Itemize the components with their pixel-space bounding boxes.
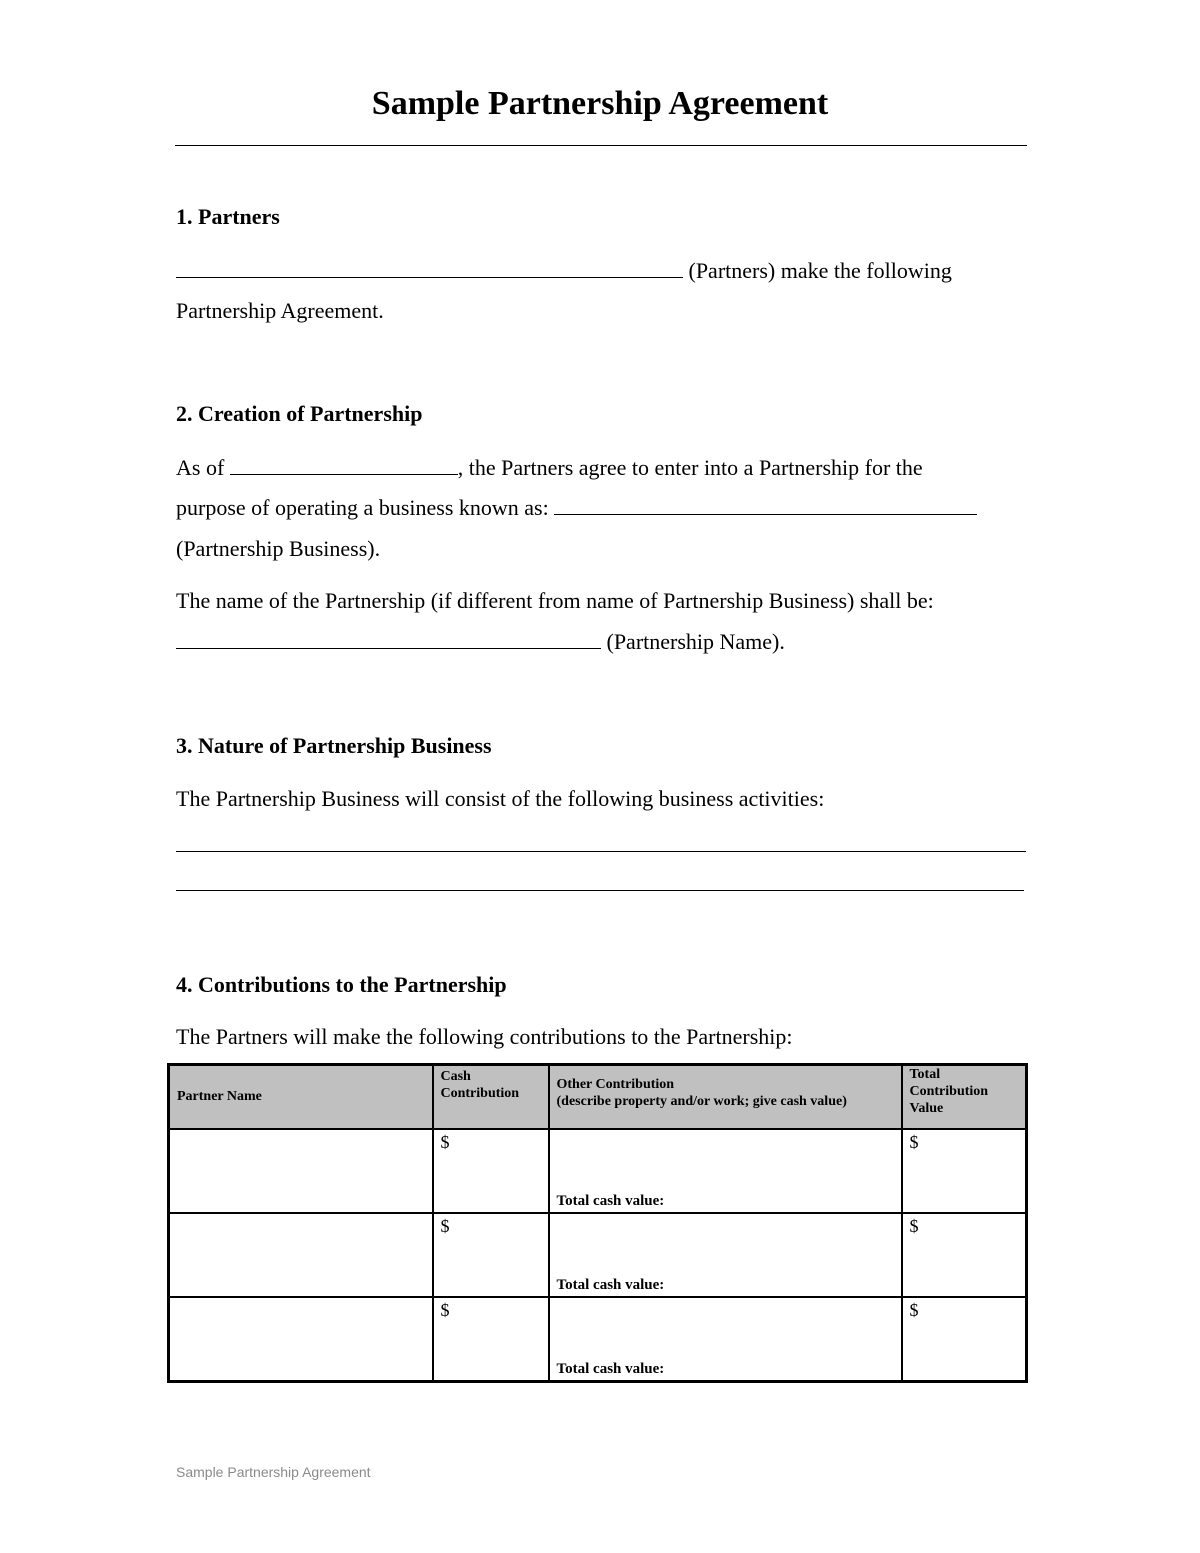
document-title: Sample Partnership Agreement (371, 85, 829, 122)
partnership-name-suffix: (Partnership Name). (601, 629, 785, 654)
partners-suffix: (Partners) make the following (683, 258, 952, 283)
table-header-row (169, 1065, 1027, 1130)
section-2-line-2 (176, 494, 977, 522)
header-other-line-2: (describe property and/or work; give cash value) (556, 1094, 847, 1109)
header-cash-contribution (433, 1065, 549, 1130)
as-of-suffix: , the Partners agree to enter into a Partnership for the (457, 455, 923, 480)
section-4-text: The Partners will make the following contributions to the Partnership: (176, 1024, 793, 1049)
partnership-name-blank[interactable] (176, 628, 601, 649)
partners-blank[interactable] (176, 257, 683, 278)
page-footer: Sample Partnership Agreement (176, 1464, 371, 1480)
header-other-contribution (549, 1065, 902, 1130)
section-2-heading: 2. Creation of Partnership (176, 401, 423, 426)
table-row (169, 1129, 1027, 1213)
header-cash-line-2: Contribution (440, 1086, 520, 1101)
header-total-line-3: Value (909, 1101, 944, 1116)
business-known-as-prefix: purpose of operating a business known as: (176, 495, 555, 520)
total-contribution-cell[interactable]: $ (902, 1213, 1027, 1297)
partner-name-cell[interactable] (169, 1129, 433, 1213)
section-2-line-1 (176, 454, 923, 482)
total-contribution-cell[interactable]: $ (902, 1129, 1027, 1213)
title-divider (175, 145, 1027, 146)
other-contribution-cell[interactable] (549, 1213, 902, 1297)
section-4-heading: 4. Contributions to the Partnership (176, 972, 507, 997)
header-cash-line-1: Cash (440, 1069, 471, 1084)
section-1-line-1 (176, 257, 952, 285)
other-contribution-cell[interactable] (549, 1297, 902, 1382)
cash-contribution-cell[interactable]: $ (433, 1297, 549, 1382)
business-activities-line-2[interactable] (176, 890, 1024, 891)
section-3-text: The Partnership Business will consist of the following business activities: (176, 786, 825, 811)
table-row (169, 1297, 1027, 1382)
total-cash-value-label: Total cash value: (556, 1361, 665, 1377)
total-cash-value-label: Total cash value: (556, 1193, 665, 1209)
header-partner-name: Partner Name (169, 1065, 433, 1130)
header-other-line-1: Other Contribution (556, 1077, 675, 1092)
section-1-heading: 1. Partners (176, 204, 280, 229)
header-total-contribution-value (902, 1065, 1027, 1130)
section-2-line-4: The name of the Partnership (if different from name of Partnership Business) shall be: (176, 588, 934, 613)
header-total-line-1: Total (909, 1067, 941, 1082)
section-1-line-2: Partnership Agreement. (176, 298, 384, 323)
partner-name-cell[interactable] (169, 1297, 433, 1382)
total-cash-value-label: Total cash value: (556, 1277, 665, 1293)
section-2-line-3: (Partnership Business). (176, 536, 381, 561)
table-row (169, 1213, 1027, 1297)
cash-contribution-cell[interactable]: $ (433, 1129, 549, 1213)
business-activities-line-1[interactable] (176, 851, 1026, 852)
date-blank[interactable] (230, 454, 458, 475)
section-2-line-5 (176, 628, 785, 656)
business-name-blank[interactable] (554, 494, 977, 515)
total-contribution-cell[interactable]: $ (902, 1297, 1027, 1382)
partner-name-cell[interactable] (169, 1213, 433, 1297)
as-of-prefix: As of (176, 455, 230, 480)
other-contribution-cell[interactable] (549, 1129, 902, 1213)
cash-contribution-cell[interactable]: $ (433, 1213, 549, 1297)
header-total-line-2: Contribution (909, 1084, 989, 1099)
section-3-heading: 3. Nature of Partnership Business (176, 733, 492, 758)
contributions-table (167, 1063, 1028, 1383)
